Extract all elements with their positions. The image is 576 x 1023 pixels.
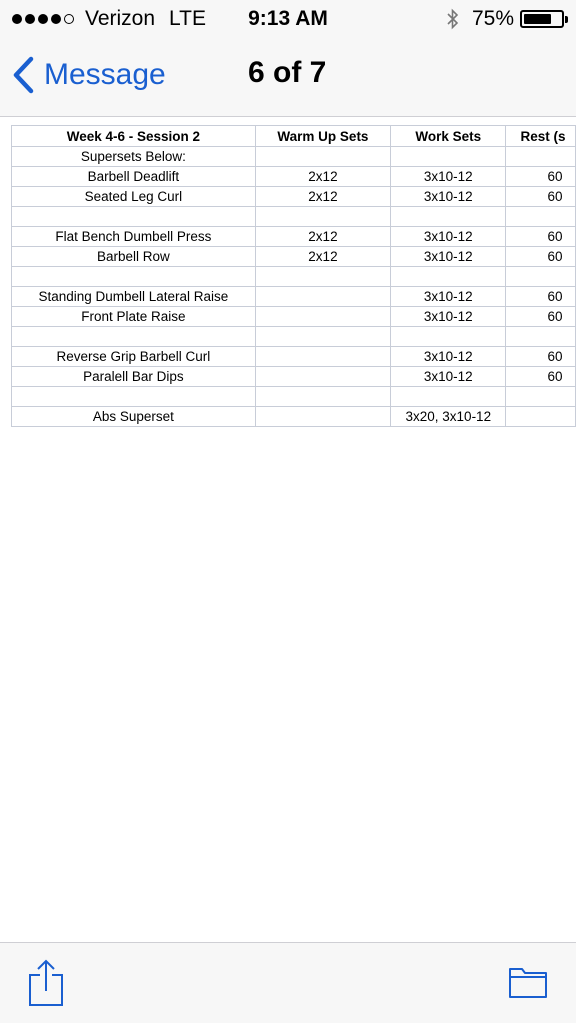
table-row (12, 227, 576, 247)
navigation-bar (0, 38, 576, 117)
table-row (12, 367, 576, 387)
table-cell: 60 (506, 347, 576, 367)
header-cell: Rest (s (506, 126, 576, 147)
table-cell: 60 (506, 167, 576, 187)
table-cell: Supersets Below: (12, 147, 256, 167)
table-cell: Reverse Grip Barbell Curl (12, 347, 256, 367)
table-row (12, 207, 576, 227)
table-cell: 60 (506, 247, 576, 267)
table-cell: Barbell Deadlift (12, 167, 256, 187)
table-cell: Flat Bench Dumbell Press (12, 227, 256, 247)
table-cell: Barbell Row (12, 247, 256, 267)
header-row (12, 126, 576, 147)
header-cell: Week 4-6 - Session 2 (12, 126, 256, 147)
folder-icon (508, 965, 548, 999)
table-row (12, 347, 576, 367)
table-cell (255, 327, 390, 347)
carrier-name: Verizon (85, 7, 156, 30)
status-time: 9:13 AM (248, 7, 328, 30)
table-cell (391, 387, 506, 407)
table-row (12, 187, 576, 207)
table-cell: 2x12 (255, 247, 390, 267)
table-cell: 60 (506, 367, 576, 387)
table-cell (255, 387, 390, 407)
table-cell (255, 407, 390, 427)
share-button[interactable] (28, 959, 64, 1007)
folder-button[interactable] (508, 965, 548, 999)
status-bar (0, 0, 576, 38)
table-cell (506, 267, 576, 287)
network-type: LTE (169, 7, 207, 30)
table-cell: 2x12 (255, 187, 390, 207)
table-cell (255, 147, 390, 167)
header-cell: Work Sets (391, 126, 506, 147)
table-cell (506, 327, 576, 347)
battery-cap (565, 16, 568, 23)
table-cell (12, 327, 256, 347)
table-cell: 3x10-12 (391, 227, 506, 247)
battery-icon (520, 10, 564, 28)
table-row (12, 267, 576, 287)
share-icon (28, 959, 64, 1007)
table-cell (255, 367, 390, 387)
table-row (12, 327, 576, 347)
table-cell: 60 (506, 187, 576, 207)
table-cell (12, 387, 256, 407)
table-cell (391, 327, 506, 347)
table-row (12, 407, 576, 427)
battery-fill (524, 14, 551, 24)
table-cell: Standing Dumbell Lateral Raise (12, 287, 256, 307)
chevron-left-icon (12, 56, 34, 94)
table-cell: 60 (506, 307, 576, 327)
table-cell: 3x10-12 (391, 247, 506, 267)
status-right (446, 7, 564, 31)
bluetooth-icon (446, 8, 460, 30)
table-body (12, 147, 576, 427)
table-row (12, 147, 576, 167)
back-button[interactable] (12, 56, 166, 94)
table-cell: 60 (506, 287, 576, 307)
table-cell (506, 407, 576, 427)
page-title: 6 of 7 (248, 56, 327, 89)
table-cell (12, 207, 256, 227)
table-cell: 3x10-12 (391, 287, 506, 307)
table-row (12, 247, 576, 267)
table-cell: 60 (506, 227, 576, 247)
table-row (12, 387, 576, 407)
table-cell: 3x10-12 (391, 187, 506, 207)
table-cell (255, 207, 390, 227)
table-cell: 3x20, 3x10-12 (391, 407, 506, 427)
table-cell (255, 287, 390, 307)
table-cell (12, 267, 256, 287)
table-cell (506, 387, 576, 407)
table-cell: 3x10-12 (391, 167, 506, 187)
table-cell (391, 267, 506, 287)
table-cell: 3x10-12 (391, 367, 506, 387)
document-view[interactable] (0, 117, 576, 942)
table-cell: Abs Superset (12, 407, 256, 427)
table-cell (255, 347, 390, 367)
table-cell: Seated Leg Curl (12, 187, 256, 207)
table-cell (255, 307, 390, 327)
table-row (12, 167, 576, 187)
table-cell (506, 207, 576, 227)
table-row (12, 307, 576, 327)
table-cell: 2x12 (255, 227, 390, 247)
table-cell (506, 147, 576, 167)
spreadsheet-table (11, 125, 576, 427)
table-cell: Front Plate Raise (12, 307, 256, 327)
table-cell: Paralell Bar Dips (12, 367, 256, 387)
header-cell: Warm Up Sets (255, 126, 390, 147)
table-cell (391, 147, 506, 167)
table-cell: 3x10-12 (391, 307, 506, 327)
table-cell: 2x12 (255, 167, 390, 187)
back-button-label: Message (44, 58, 166, 91)
table-cell: 3x10-12 (391, 347, 506, 367)
table-row (12, 287, 576, 307)
bottom-toolbar (0, 942, 576, 1023)
table-cell (255, 267, 390, 287)
battery-percent: 75% (471, 7, 514, 30)
table-cell (391, 207, 506, 227)
